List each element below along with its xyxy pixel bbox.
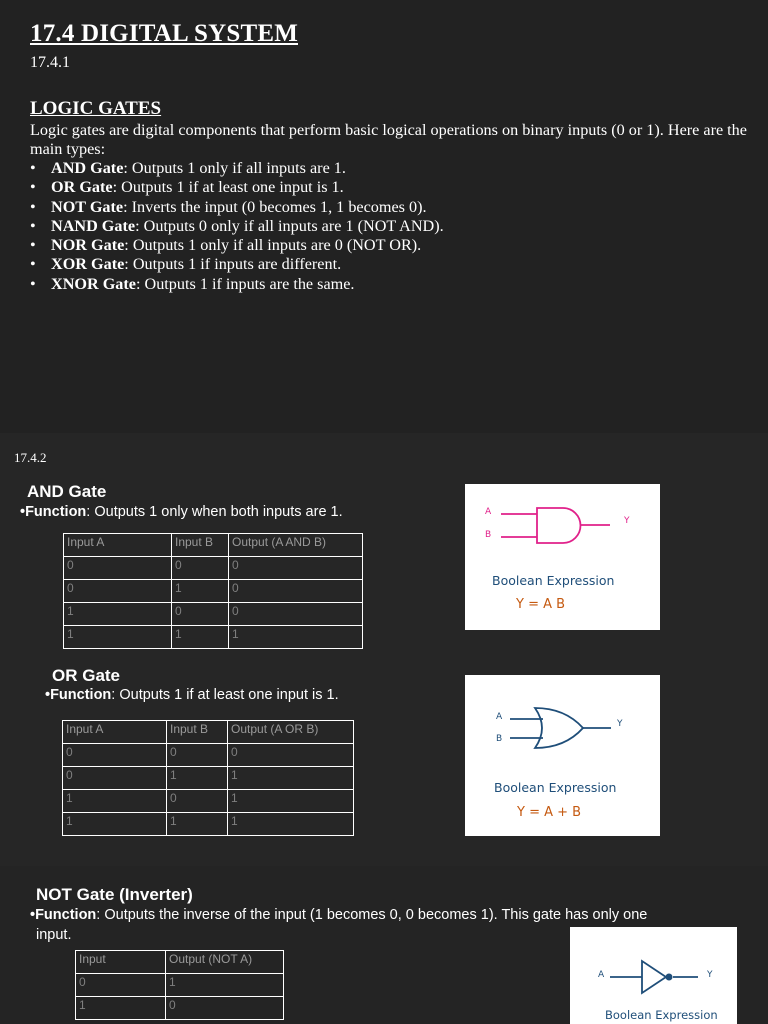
input-a-label: A <box>485 507 492 517</box>
gate-desc: : Inverts the input (0 becomes 1, 1 becomes 0). <box>123 197 427 216</box>
and-gate-figure <box>465 484 660 630</box>
table-cell: 1 <box>228 790 354 813</box>
gate-name: AND Gate <box>51 159 124 177</box>
not-gate-function-cont: input. <box>36 927 72 943</box>
output-y-label: Y <box>707 970 713 980</box>
table-cell: 0 <box>167 790 228 813</box>
gate-desc: : Outputs 1 only if all inputs are 1. <box>123 159 346 177</box>
header-cell: Input <box>76 951 166 974</box>
function-label: •Function <box>20 504 87 520</box>
input-a-label: A <box>598 970 605 980</box>
list-item <box>30 198 444 217</box>
function-text: : Outputs 1 if at least one input is 1. <box>111 687 339 703</box>
gate-desc: : Outputs 1 if at least one input is 1. <box>112 178 344 197</box>
table-row <box>64 557 363 580</box>
table-cell: 0 <box>63 744 167 767</box>
table-row <box>76 997 284 1020</box>
gate-desc: : Outputs 1 if inputs are different. <box>124 255 342 274</box>
gate-name: NAND Gate <box>51 216 136 235</box>
table-row <box>64 626 363 649</box>
table-cell: 0 <box>167 744 228 767</box>
table-cell: 1 <box>229 626 363 649</box>
table-cell: 0 <box>228 744 354 767</box>
boolean-expression-label: Boolean Expression <box>492 573 615 588</box>
table-cell: 0 <box>229 557 363 580</box>
boolean-expression-label: Boolean Expression <box>494 780 617 795</box>
table-header-row <box>64 534 363 557</box>
table-cell: 1 <box>167 767 228 790</box>
logic-gates-heading: LOGIC GATES <box>30 98 162 119</box>
table-row <box>76 974 284 997</box>
gate-name: XNOR Gate <box>51 274 136 293</box>
table-cell: 1 <box>64 603 172 626</box>
table-cell: 0 <box>229 580 363 603</box>
subsection-number: 17.4.1 <box>30 54 70 71</box>
table-row <box>64 580 363 603</box>
gate-types-list <box>30 159 444 294</box>
not-gate-function <box>30 907 647 923</box>
header-cell: Input B <box>172 534 229 557</box>
header-cell: Output (A AND B) <box>229 534 363 557</box>
table-cell: 1 <box>167 813 228 836</box>
header-cell: Output (A OR B) <box>228 721 354 744</box>
table-row <box>63 744 354 767</box>
gate-desc: : Outputs 0 only if all inputs are 1 (NOT AND). <box>135 216 444 235</box>
table-cell: 1 <box>228 813 354 836</box>
list-item <box>30 217 444 236</box>
not-truth-table <box>75 950 284 1020</box>
logic-gates-intro: Logic gates are digital components that perform basic logical operations on binary inputs (0 or 1). Here are the main types: <box>30 121 747 158</box>
function-label: •Function <box>30 907 97 923</box>
table-cell: 0 <box>64 557 172 580</box>
function-text: : Outputs the inverse of the input (1 becomes 0, 0 becomes 1). This gate has only one <box>96 907 648 923</box>
table-cell: 0 <box>172 557 229 580</box>
or-truth-table <box>62 720 354 836</box>
not-gate-title: NOT Gate (Inverter) <box>36 885 193 904</box>
list-item <box>30 275 444 294</box>
gate-name: OR Gate <box>51 178 113 197</box>
input-a-label: A <box>496 712 503 722</box>
list-item <box>30 236 444 255</box>
input-b-label: B <box>485 530 492 540</box>
table-cell: 0 <box>229 603 363 626</box>
boolean-expression-label: Boolean Expression <box>605 1008 718 1022</box>
table-header-row <box>76 951 284 974</box>
input-b-label: B <box>496 734 503 744</box>
header-cell: Input A <box>63 721 167 744</box>
and-gate-title: AND Gate <box>27 482 107 501</box>
header-cell: Output (NOT A) <box>166 951 284 974</box>
table-cell: 0 <box>172 603 229 626</box>
and-gate-function <box>20 504 343 520</box>
gate-desc: : Outputs 1 only if all inputs are 0 (NOT OR). <box>124 236 422 255</box>
or-gate-title: OR Gate <box>52 666 121 685</box>
output-y-label: Y <box>617 719 623 729</box>
output-y-label: Y <box>624 516 630 526</box>
table-header-row <box>63 721 354 744</box>
not-gate-figure <box>570 927 737 1024</box>
function-label: •Function <box>45 687 112 703</box>
page-title: 17.4 DIGITAL SYSTEM <box>30 20 298 47</box>
gate-desc: : Outputs 1 if inputs are the same. <box>135 274 355 293</box>
gate-name: XOR Gate <box>51 255 125 274</box>
gate-name: NOR Gate <box>51 236 125 255</box>
table-cell: 1 <box>166 974 284 997</box>
table-cell: 1 <box>63 813 167 836</box>
or-gate-figure <box>465 675 660 836</box>
boolean-expression: Y = A B <box>516 597 566 612</box>
table-row <box>63 767 354 790</box>
table-cell: 0 <box>76 974 166 997</box>
table-row <box>64 603 363 626</box>
table-cell: 0 <box>63 767 167 790</box>
boolean-expression: Y = A + B <box>517 805 582 820</box>
list-item <box>30 178 444 197</box>
slide-logic-gates-overview <box>0 0 768 433</box>
table-cell: 0 <box>64 580 172 603</box>
list-item <box>30 255 444 274</box>
table-row <box>63 790 354 813</box>
function-text: : Outputs 1 only when both inputs are 1. <box>86 504 343 520</box>
gate-name: NOT Gate <box>51 197 124 216</box>
subsection-number: 17.4.2 <box>14 450 47 465</box>
table-cell: 0 <box>166 997 284 1020</box>
table-cell: 1 <box>228 767 354 790</box>
table-cell: 1 <box>172 580 229 603</box>
table-cell: 1 <box>76 997 166 1020</box>
list-item <box>30 159 444 178</box>
table-cell: 1 <box>172 626 229 649</box>
table-cell: 1 <box>64 626 172 649</box>
slide-and-or-gates <box>0 433 768 866</box>
slide-not-gate <box>0 866 768 1024</box>
header-cell: Input B <box>167 721 228 744</box>
table-row <box>63 813 354 836</box>
or-gate-function <box>45 687 339 703</box>
table-cell: 1 <box>63 790 167 813</box>
and-truth-table <box>63 533 363 649</box>
header-cell: Input A <box>64 534 172 557</box>
